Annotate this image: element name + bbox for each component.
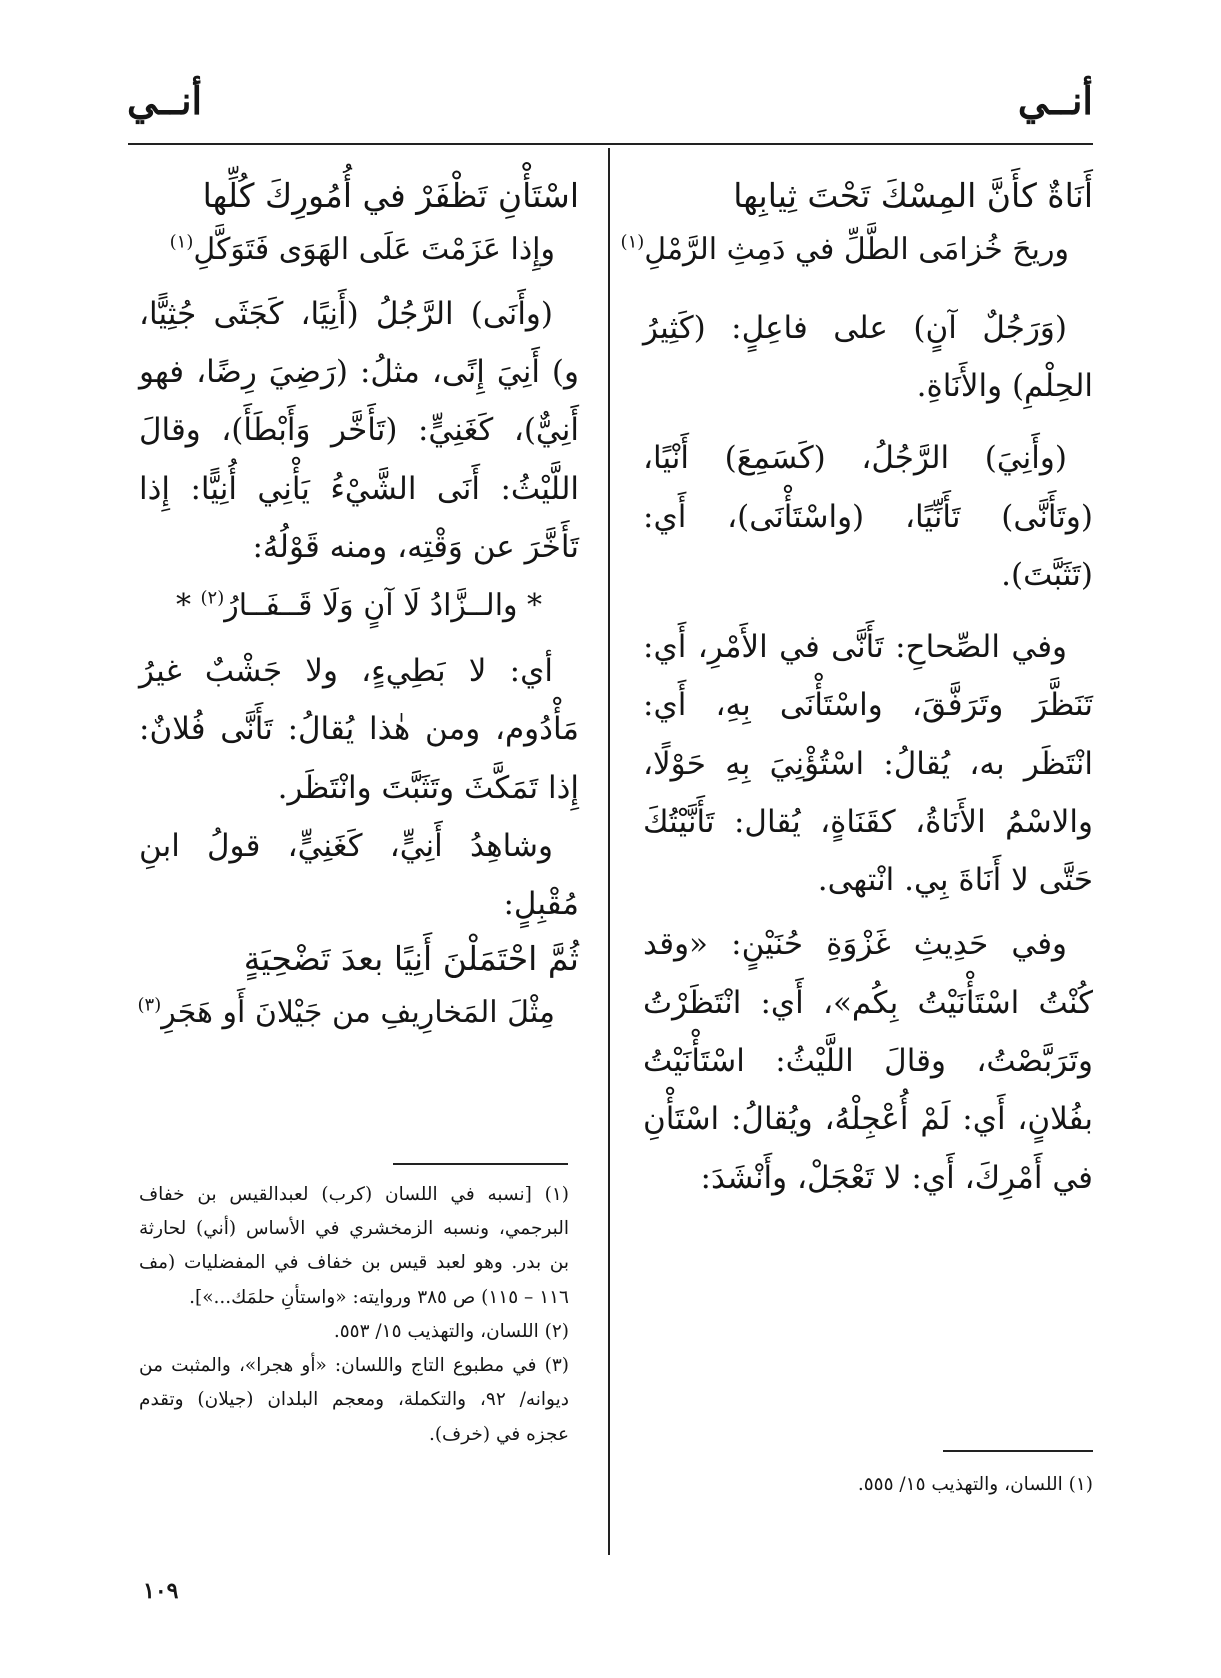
footnote-marker: (١)	[169, 231, 194, 253]
footnote	[139, 1178, 569, 1315]
verse-text: *	[175, 588, 201, 624]
verse-line	[620, 223, 1093, 277]
right-column	[620, 170, 1093, 1207]
verse-line: ثُمَّ احْتَمَلْنَ أَنِيًا بعدَ تَضْحِيَةٍ	[243, 939, 579, 979]
verse-text: * والــزَّادُ لَا آنٍ وَلَا قَــفَــارُ	[224, 588, 543, 624]
footnote-marker: (٢)	[200, 587, 225, 609]
running-head-right: أنــي	[1017, 78, 1093, 123]
column-divider	[608, 148, 610, 1555]
footnote-number: (١)	[1068, 1474, 1093, 1495]
footnote-marker: (١)	[620, 231, 645, 253]
paragraph: أي: لا بَطِيءٍ، ولا جَشْبٌ غيرُ مَأْدُوم، ومن هٰذا يُقالُ: تَأَنَّى فُلانٌ: إِذا تَمَكَّثَ وتَثَبَّتَ وانْتَظَر.	[139, 653, 579, 806]
paragraph: (وأَنَى) الرَّجُلُ (أَنِيًا، كَجَثَى جُثِيًّا، و) أَنِيَ إِنًى، مثلُ: (رَضِيَ رِضًا، فهو أَنِيٌّ)، كَغَنِيٍّ: (تَأَخَّر وَأَبْطَأَ)، وقالَ اللَّيْثُ: أَنَى الشَّيْءُ يَأْنِي أُنِيًّا: إِذا تَأَخَّرَ عن وَقْتِه، ومنه قَوْلُهُ:	[139, 295, 579, 565]
verse-text: وريحَ خُزامَى الطَّلِّ في دَمِثِ الرَّمْلِ	[644, 231, 1069, 267]
footnote-rule	[943, 1450, 1093, 1452]
verse-line: اسْتَأْنِ تَظْفَرْ في أُمُورِكَ كُلِّها	[202, 176, 579, 215]
verse-line: أَنَاةٌ كأَنَّ المِسْكَ تَحْتَ ثِيابِها	[733, 176, 1093, 215]
paragraph: وشاهِدُ أَنِيٍّ، كَغَنِيٍّ، قولُ ابنِ مُقْبِلٍ:	[139, 827, 579, 923]
footnote-text: اللسان، والتهذيب ١٥/ ٥٥٣.	[333, 1320, 539, 1342]
footnote	[643, 1468, 1093, 1502]
paragraph: وفي الصِّحاحِ: تَأَنَّى في الأَمْرِ، أَي: تَنَظَّرَ وتَرَفَّقَ، واسْتَأْنَى بِهِ، أَي: انْتَظَر به، يُقالُ: اسْتُؤْنِيَ بِهِ حَوْلًا، والاسْمُ الأَنَاةُ، كقَنَاةٍ، يُقال: تَأَنَّيْتُكَ حَتَّى لا أَنَاةَ بِي. انْتهى.	[643, 629, 1093, 899]
footnote	[139, 1315, 569, 1349]
left-column	[139, 170, 579, 1040]
footnote-text: اللسان، والتهذيب ١٥/ ٥٥٥.	[857, 1474, 1063, 1495]
footnote-number: (٢)	[544, 1320, 569, 1342]
page-number: ١٠٩	[143, 1578, 179, 1604]
running-head-left: أنــي	[127, 78, 203, 123]
paragraph: وفي حَدِيثِ غَزْوَةِ حُنَيْنٍ: «وقد كُنْتُ اسْتَأْنَيْتُ بِكُم»، أَي: انْتَظَرْتُ وتَرَبَّصْتُ، وقالَ اللَّيْثُ: اسْتَأْنَيْتُ بفُلانٍ، أَي: لَمْ أُعْجِلْهُ، ويُقالُ: اسْتَأْنِ في أَمْرِكَ، أَي: لا تَعْجَلْ، وأَنْشَدَ:	[643, 926, 1093, 1196]
verse-line	[139, 986, 579, 1040]
footnotes-right	[643, 1468, 1093, 1502]
verse-text: وإِذا عَزَمْتَ عَلَى الهَوَى فَتَوَكَّلِ	[193, 231, 555, 267]
verse-line	[139, 223, 579, 277]
footnotes-left	[139, 1178, 569, 1452]
footnote-number: (٣)	[544, 1355, 569, 1377]
footnote-text: [نسبه في اللسان (كرب) لعبدالقيس بن خفاف البرجمي، ونسبه الزمخشري في الأساس (أني) لحارثة بن بدر. وهو لعبد قيس بن خفاف في المفضليات (مف ١١٦ – ١١٥) ص ٣٨٥ وروايته: «واستأنِ حلمَك...»].	[139, 1184, 569, 1308]
header-rule	[128, 143, 1093, 145]
footnote-number: (١)	[544, 1184, 569, 1205]
verse-text: مِثْلَ المَخارِيفِ من جَيْلانَ أَو هَجَرِ	[161, 995, 555, 1031]
paragraph: (وَرَجُلٌ آنٍ) على فاعِلٍ: (كَثِيرُ الحِلْمِ) والأَنَاةِ.	[643, 309, 1093, 405]
footnote-marker: (٣)	[137, 994, 162, 1016]
paragraph: (وأَنِيَ) الرَّجُلُ، (كَسَمِعَ) أَنْيًا، (وتَأَنَّى) تَأَنِّيًا، (واسْتَأْنَى)، أَي: (تَثَبَّتَ).	[643, 440, 1093, 593]
footnote-text: في مطبوع التاج واللسان: «أو هجرا»، والمثبت من ديوانه/ ٩٢، والتكملة، ومعجم البلدان (جيلان) وتقدم عجزه في (خرف).	[139, 1355, 569, 1445]
footnote	[139, 1349, 569, 1452]
footnote-rule	[393, 1163, 568, 1165]
verse-line	[139, 576, 579, 636]
